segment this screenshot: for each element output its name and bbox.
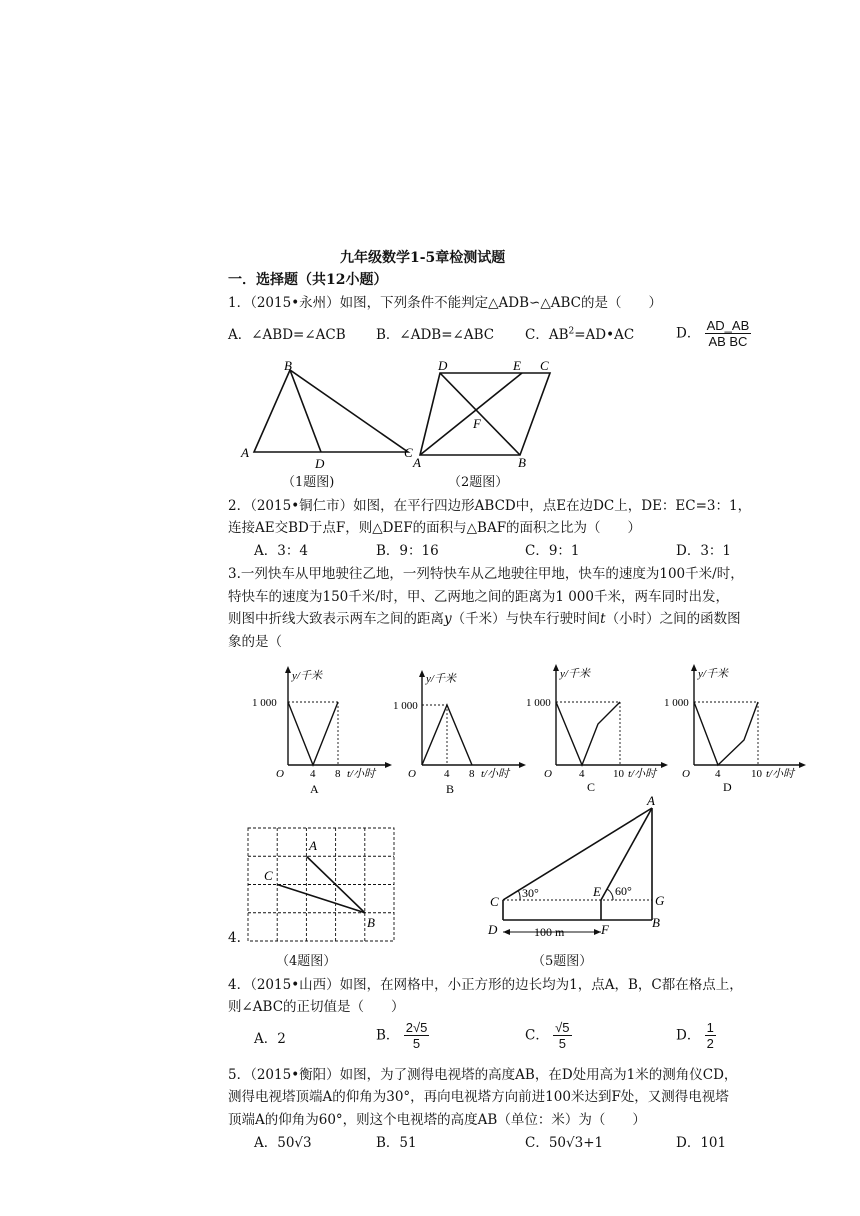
graph-b-xtick-1: 4 [444,768,450,780]
q4-option-b [376,1020,429,1051]
fig1-label-a: A [241,445,249,460]
q4-b-fraction [404,1020,430,1051]
graph-c-ytick: 1 000 [526,697,551,709]
graph-a [250,662,400,802]
q4-b-num: 2√5 [405,1020,428,1035]
q4-line1: 4．（2015•山西）如图，在网格中，小正方形的边长均为1，点A，B，C都在格点上， [228,977,743,993]
fig5-angle-30: 30° [522,886,539,900]
fig5-angle-60: 60° [615,884,632,898]
q4-line2: 则∠ABC的正切值是（ ） [228,999,405,1015]
fig2-label-f: F [473,416,481,431]
q1-d-pre: D． [676,325,701,342]
graph-a-xlabel: t/小时 [347,768,376,780]
figure-5-tower [482,794,682,942]
q3-var-y: y [444,611,452,627]
q3-line3-pre: 则图中折线大致表示两车之间的距离 [228,611,444,627]
q1-c-pre: C．AB [525,327,569,343]
section-heading: 一．选择题（共12小题） [228,272,388,288]
q4-c-num: √5 [555,1020,570,1035]
q2-option-d: D．3：1 [676,543,732,559]
graph-c-xtick-2: 10 [613,768,624,780]
q4-d-den: 2 [706,1036,714,1051]
q4-c-den: 5 [558,1036,566,1051]
graph-b-letter: B [446,782,455,796]
graph-c-origin: O [544,768,552,780]
graph-d-xtick-1: 4 [715,768,721,780]
graph-d-ylabel: y/千米 [698,668,728,680]
q2-line2: 连接AE交BD于点F，则△DEF的面积与△BAF的面积之比为（ ） [228,520,642,536]
q1-d-fraction [705,318,752,349]
graph-a-xtick-2: 8 [335,768,341,780]
graph-a-ytick: 1 000 [252,697,277,709]
fig1-label-c: C [404,445,413,460]
q2-option-c: C．9：1 [525,543,580,559]
figure-2-parallelogram [410,358,560,470]
fig5-label-g: G [655,893,665,908]
q1-option-d [676,318,751,349]
graph-c-ylabel: y/千米 [560,668,590,680]
graph-d-letter: D [723,780,732,794]
graph-c-xtick-1: 4 [579,768,585,780]
q4-c-pre: C． [525,1027,549,1044]
graph-a-xtick-1: 4 [310,768,316,780]
q4-d-fraction [705,1020,716,1051]
fig5-label-f: F [601,922,609,937]
fig4-label-c: C [264,868,273,883]
q5-line3: 顶端A的仰角为60°，则这个电视塔的高度AB（单位：米）为（ ） [228,1112,646,1128]
q1-option-b: B．∠ADB=∠ABC [376,327,495,343]
q4-b-pre: B． [376,1027,400,1044]
fig4-label-b: B [367,915,375,930]
q3-line3-mid: （千米）与快车行驶时间 [451,611,601,627]
fig5-label-d: D [488,922,498,937]
fig2-label-c: C [540,358,549,373]
graph-c [526,660,676,800]
q1-d-num: AD_AB [706,318,750,333]
q3-line3 [228,610,741,628]
graph-a-ylabel: y/千米 [292,670,322,682]
fig2-caption: （2题图） [448,475,509,490]
figure-1-triangle [236,356,426,476]
figure-4-grid [246,826,398,944]
q1-stem: 1．（2015•永州）如图，下列条件不能判定△ADB∽△ABC的是（ ） [228,295,662,311]
graph-d [664,660,814,800]
fig4-caption: （4题图） [276,954,337,969]
q3-line3-post: （小时）之间的函数图 [605,611,741,627]
fig2-label-a: A [413,455,421,470]
graph-a-letter: A [310,782,319,796]
fig5-label-b: B [652,915,660,930]
q4-c-fraction [553,1020,571,1051]
graph-b [390,662,540,802]
graph-b-origin: O [408,768,416,780]
fig2-label-b: B [518,455,526,470]
graph-a-origin: O [276,768,284,780]
graph-d-xlabel: t/小时 [766,768,795,780]
graph-c-letter: C [587,780,596,794]
fig1-label-d: D [315,456,325,471]
q5-option-d: D．101 [676,1135,727,1151]
q2-option-a: A．3：4 [254,543,308,559]
q5-line1: 5．（2015•衡阳）如图，为了测得电视塔的高度AB，在D处用高为1米的测角仪CD， [228,1067,738,1083]
q1-option-a: A．∠ABD=∠ACB [228,327,346,343]
q1-option-c [525,326,634,344]
graph-b-xtick-2: 8 [469,768,475,780]
q4-d-num: 1 [706,1020,714,1035]
q3-line1: 3.一列快车从甲地驶往乙地，一列特快车从乙地驶往甲地，快车的速度为100千米/时， [228,566,744,582]
q2-line1: 2．（2015•铜仁市）如图，在平行四边形ABCD中，点E在边DC上，DE：EC=3：1， [228,498,752,514]
q4-option-c [525,1020,572,1051]
graph-b-ytick: 1 000 [393,700,418,712]
q3-var-t: t [600,611,606,627]
q4-option-d [676,1020,716,1051]
q4-b-den: 5 [412,1036,421,1051]
q1-c-sup: 2 [568,326,575,337]
q4-d-pre: D． [676,1027,701,1044]
fig1-caption: （1题图) [282,475,335,490]
q5-line2: 测得电视塔顶端A的仰角为30°，再向电视塔方向前进100米达到F处，又测得电视塔 [228,1089,729,1105]
fig2-label-d: D [438,358,448,373]
fig5-distance: 100 m [534,925,565,939]
graph-b-xlabel: t/小时 [481,768,510,780]
graph-d-xtick-2: 10 [751,768,762,780]
graph-b-ylabel: y/千米 [426,673,456,685]
fig5-caption: （5题图） [532,954,593,969]
fig2-label-e: E [513,358,521,373]
fig5-label-c: C [490,894,499,909]
fig5-label-e: E [593,884,601,899]
q5-option-c: C．50√3+1 [525,1135,604,1151]
q3-line4: 象的是（ [228,634,282,650]
fig4-label-a: A [309,838,317,853]
q2-option-b: B．9：16 [376,543,439,559]
q5-option-a: A．50√3 [254,1135,312,1151]
q1-c-post: =AD•AC [574,327,635,343]
fig4-prefix: 4. [228,930,241,946]
graph-d-ytick: 1 000 [664,697,689,709]
q1-d-den: AB BC [708,334,748,349]
page-title: 九年级数学1-5章检测试题 [340,250,506,266]
graph-c-xlabel: t/小时 [628,768,657,780]
graph-d-origin: O [682,768,690,780]
q3-line2: 特快车的速度为150千米/时，甲、乙两地之间的距离为1 000千米，两车同时出发， [228,589,729,605]
fig5-label-a: A [647,793,655,808]
fig1-label-b: B [284,358,292,373]
q5-option-b: B．51 [376,1135,417,1151]
q4-option-a: A．2 [254,1031,286,1047]
